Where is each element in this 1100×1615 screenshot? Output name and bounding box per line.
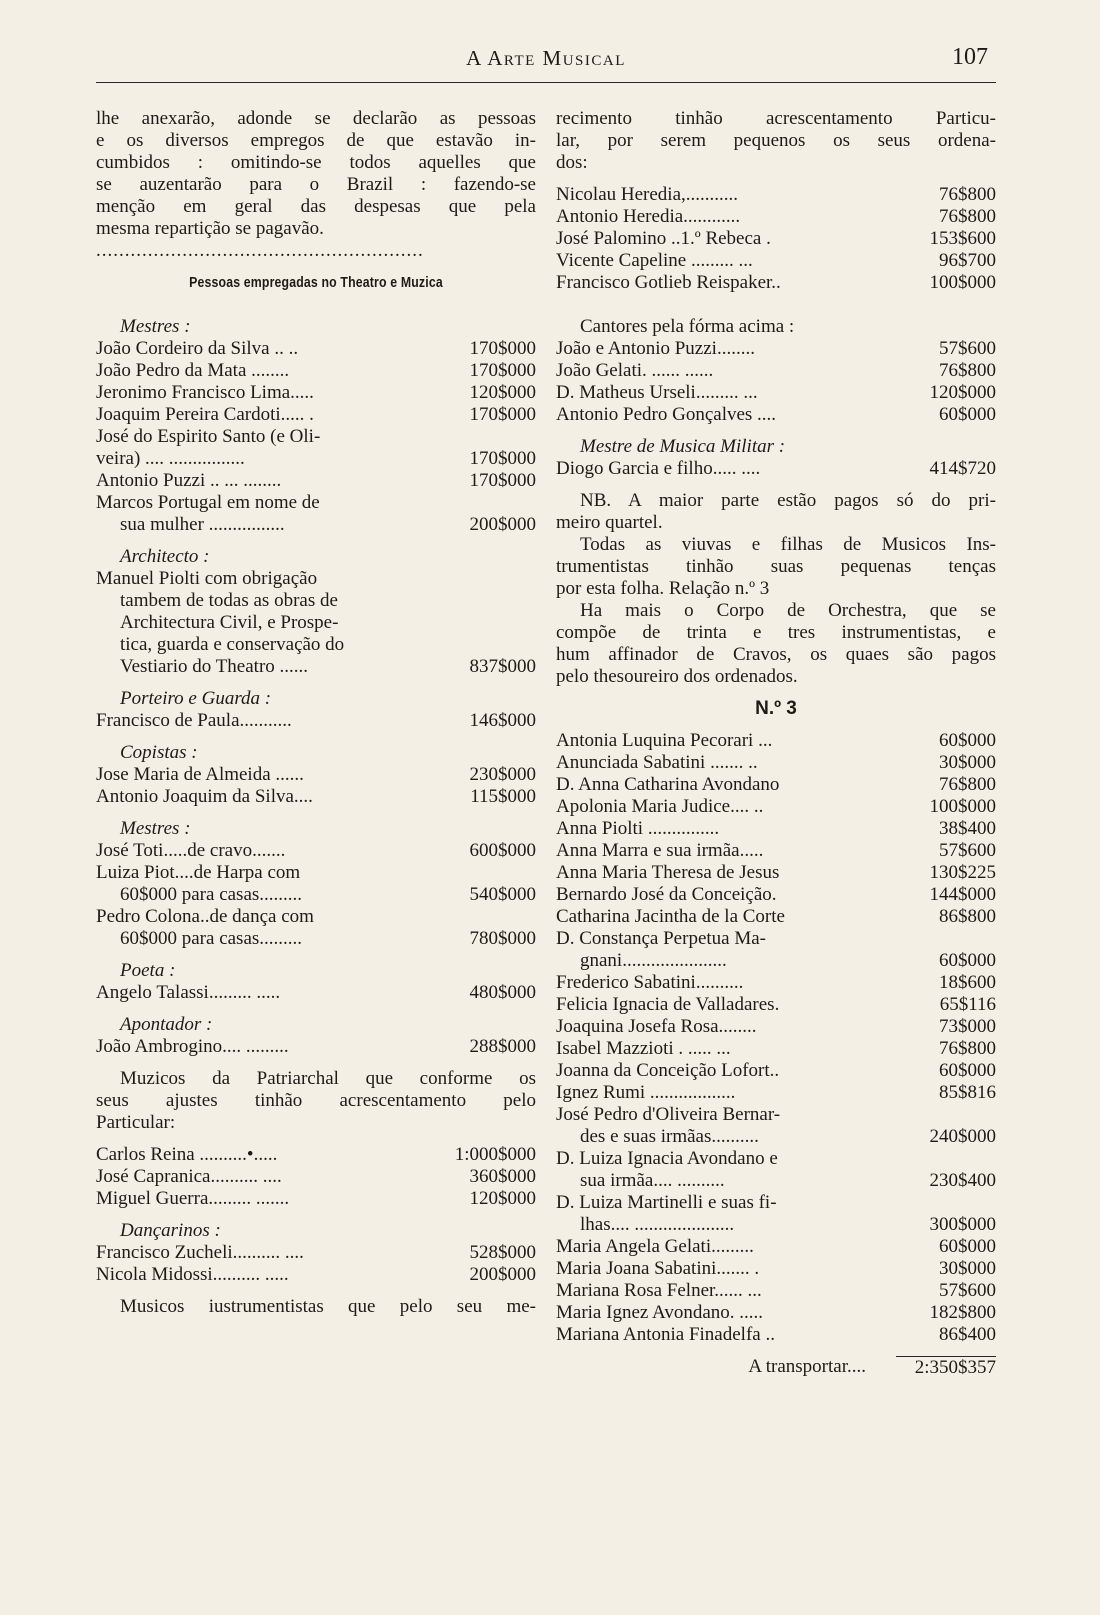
category-label-cantores: Cantores pela fórma acima : [580,316,795,337]
entry-row: sua mulher ................ 200$000 [120,514,536,535]
entry-row: veira) .... ................ 170$000 [96,448,536,469]
entry-row: Felicia Ignacia de Valladares. 65$116 [556,994,996,1015]
entry-row: D. Matheus Urseli......... ... 120$000 [556,382,996,403]
paragraph-line: Muzicos da Patriarchal que conforme os [120,1068,536,1089]
entry-row: Maria Joana Sabatini....... . 30$000 [556,1258,996,1279]
entry-row: Jose Maria de Almeida ...... 230$000 [96,764,536,785]
entry-row: Antonio Puzzi .. ... ........ 170$000 [96,470,536,491]
paragraph-line: meiro quartel. [556,512,663,533]
carry-forward-total [556,1356,996,1378]
entry-row: Antonio Pedro Gonçalves .... 60$000 [556,404,996,425]
paragraph-line: NB. A maior parte estão pagos só do pri- [580,490,996,511]
intro-line: recimento tinhão acrescentamento Particu- [556,108,996,129]
total-amount: 2:350$357 [896,1356,996,1378]
paragraph-line: compõe de trinta e tres instrumentistas, e [556,622,996,643]
entry-row: João Pedro da Mata ........ 170$000 [96,360,536,381]
paragraph-line: Ha mais o Corpo de Orchestra, que se [580,600,996,621]
entry-row: Vestiario do Theatro ...... 837$000 [120,656,536,677]
category-label-copistas: Copistas : [120,742,198,763]
entry-row: José Toti.....de cravo....... 600$000 [96,840,536,861]
entry-row: Mariana Antonia Finadelfa .. 86$400 [556,1324,996,1345]
entry-row: Pedro Colona..de dança com [96,906,314,927]
entry-row: Nicolau Heredia,........... 76$800 [556,184,996,205]
entry-row: Anunciada Sabatini ....... .. 30$000 [556,752,996,773]
entry-row: Diogo Garcia e filho..... .... 414$720 [556,458,996,479]
entry-row: des e suas irmãas.......... 240$000 [580,1126,996,1147]
intro-line: se auzentarão para o Brazil : fazendo-se [96,174,536,195]
total-label: A transportar.... [748,1356,866,1377]
journal-title: A Arte Musical [466,46,626,70]
intro-line: cumbidos : omitindo-se todos aquelles que [96,152,536,173]
entry-row: Francisco de Paula........... 146$000 [96,710,536,731]
entry-row: tica, guarda e conservação do [120,634,345,655]
right-column [556,108,996,1378]
entry-row: João e Antonio Puzzi........ 57$600 [556,338,996,359]
entry-row: Antonio Joaquim da Silva.... 115$000 [96,786,536,807]
paragraph-line: hum affinador de Cravos, os quaes são pagos [556,644,996,665]
entry-row: Catharina Jacintha de la Corte 86$800 [556,906,996,927]
entry-row: Marcos Portugal em nome de [96,492,320,513]
entry-row: D. Luiza Ignacia Avondano e [556,1148,778,1169]
category-label-architecto: Architecto : [120,546,210,567]
entry-row: lhas.... ..................... 300$000 [580,1214,996,1235]
entry-row: Joaquim Pereira Cardoti..... . 170$000 [96,404,536,425]
entry-row: Maria Angela Gelati......... 60$000 [556,1236,996,1257]
entry-row: Anna Marra e sua irmãa..... 57$600 [556,840,996,861]
intro-line: mesma repartição se pagavão. [96,218,324,239]
entry-row: João Ambrogino.... ......... 288$000 [96,1036,536,1057]
entry-row: Nicola Midossi.......... ..... 200$000 [96,1264,536,1285]
running-header [96,42,996,83]
entry-row: 60$000 para casas......... 780$000 [120,928,536,949]
paragraph-line: Musicos iustrumentistas que pelo seu me- [120,1296,536,1317]
intro-line: lhe anexarão, adonde se declarão as pessoas [96,108,536,129]
entry-row: Mariana Rosa Felner...... ... 57$600 [556,1280,996,1301]
section-heading-n3: N.º 3 [755,698,797,719]
entry-row: Antonia Luquina Pecorari ... 60$000 [556,730,996,751]
entry-row: Jeronimo Francisco Lima..... 120$000 [96,382,536,403]
entry-row: Francisco Zucheli.......... .... 528$000 [96,1242,536,1263]
entry-row: Antonio Heredia............ 76$800 [556,206,996,227]
entry-row: Architectura Civil, e Prospe- [120,612,339,633]
entry-row: Bernardo José da Conceição. 144$000 [556,884,996,905]
entry-row: D. Constança Perpetua Ma- [556,928,766,949]
paragraph-line: Todas as viuvas e filhas de Musicos Ins- [580,534,996,555]
entry-row: Carlos Reina ..........•..... 1:000$000 [96,1144,536,1165]
entry-row: Francisco Gotlieb Reispaker.. 100$000 [556,272,996,293]
entry-row: Ignez Rumi .................. 85$816 [556,1082,996,1103]
entry-row: Vicente Capeline ......... ... 96$700 [556,250,996,271]
entry-row: João Gelati. ...... ...... 76$800 [556,360,996,381]
intro-line: dos: [556,152,588,173]
category-label-mestres: Mestres : [120,316,191,337]
category-label-apontador: Apontador : [120,1014,213,1035]
paragraph-line: trumentistas tinhão suas pequenas tenças [556,556,996,577]
entry-row: José Palomino ..1.º Rebeca . 153$600 [556,228,996,249]
entry-row: D. Anna Catharina Avondano 76$800 [556,774,996,795]
entry-row: José Capranica.......... .... 360$000 [96,1166,536,1187]
entry-row: Anna Maria Theresa de Jesus 130$225 [556,862,996,883]
entry-row: tambem de todas as obras de [120,590,338,611]
entry-row: 60$000 para casas......... 540$000 [120,884,536,905]
category-label-poeta: Poeta : [120,960,176,981]
entry-row: Miguel Guerra......... ....... 120$000 [96,1188,536,1209]
entry-row: Isabel Mazzioti . ..... ... 76$800 [556,1038,996,1059]
intro-line: e os diversos empregos de que estavão in- [96,130,536,151]
entry-row: sua irmãa.... .......... 230$400 [580,1170,996,1191]
section-heading: Pessoas empregadas no Theatro e Muzica [189,274,443,291]
entry-row: gnani...................... 60$000 [580,950,996,971]
entry-row: Anna Piolti ............... 38$400 [556,818,996,839]
category-label-mestres: Mestres : [120,818,191,839]
category-label-porteiro: Porteiro e Guarda : [120,688,272,709]
entry-row: José do Espirito Santo (e Oli- [96,426,321,447]
ellipsis-line: ......................................................... [96,240,424,261]
intro-line: lar, por serem pequenos os seus ordena- [556,130,996,151]
page-number: 107 [952,44,988,70]
entry-row: Joaquina Josefa Rosa........ 73$000 [556,1016,996,1037]
paragraph-line: por esta folha. Relação n.º 3 [556,578,770,599]
paragraph-line: pelo thesoureiro dos ordenados. [556,666,798,687]
entry-row: D. Luiza Martinelli e suas fi- [556,1192,777,1213]
paragraph-line: seus ajustes tinhão acrescentamento pelo [96,1090,536,1111]
entry-row: Manuel Piolti com obrigação [96,568,318,589]
entry-row: Joanna da Conceição Lofort.. 60$000 [556,1060,996,1081]
entry-row: Luiza Piot....de Harpa com [96,862,301,883]
intro-line: menção em geral das despesas que pela [96,196,536,217]
category-label-dancarinos: Dançarinos : [120,1220,221,1241]
entry-row: Maria Ignez Avondano. ..... 182$800 [556,1302,996,1323]
entry-row: Frederico Sabatini.......... 18$600 [556,972,996,993]
category-label-militar: Mestre de Musica Militar : [580,436,786,457]
entry-row: José Pedro d'Oliveira Bernar- [556,1104,781,1125]
paragraph-line: Particular: [96,1112,176,1133]
entry-row: Apolonia Maria Judice.... .. 100$000 [556,796,996,817]
left-column [96,108,536,1318]
entry-row: João Cordeiro da Silva .. .. 170$000 [96,338,536,359]
entry-row: Angelo Talassi......... ..... 480$000 [96,982,536,1003]
